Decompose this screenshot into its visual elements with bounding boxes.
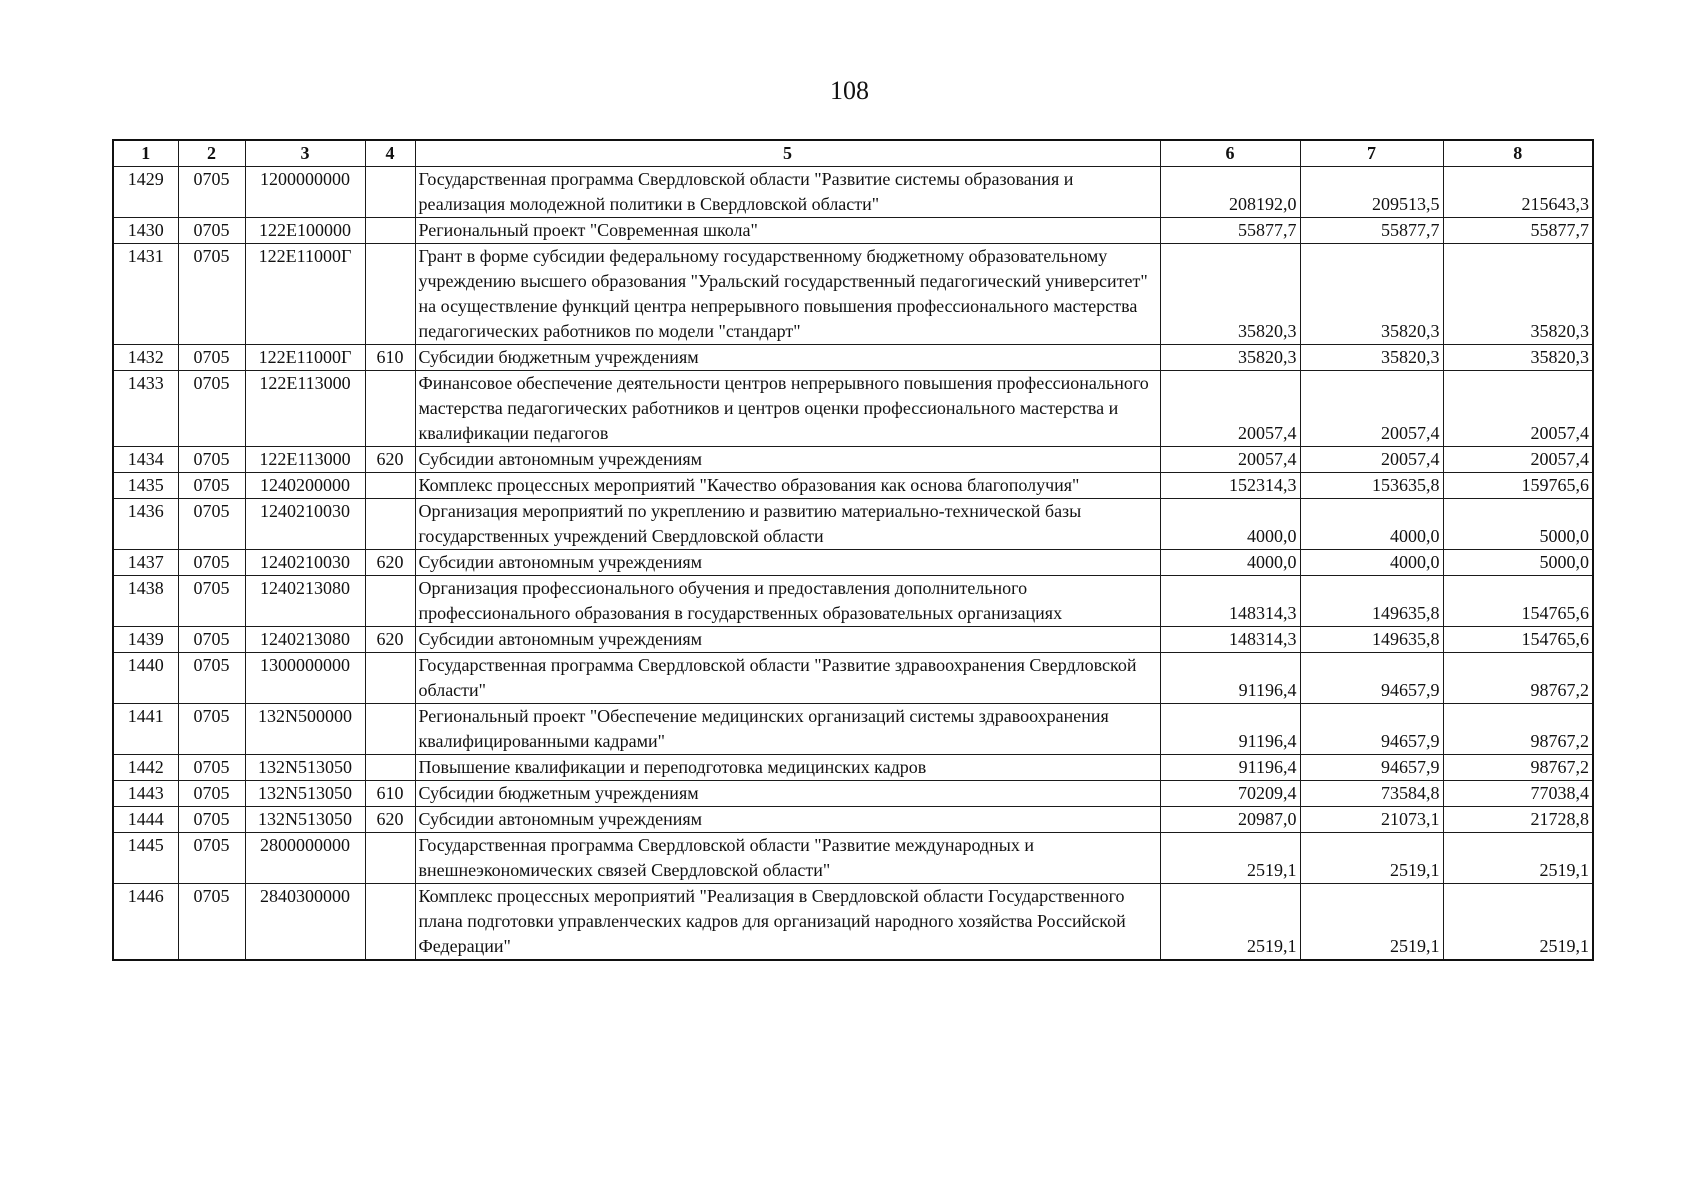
table-row (113, 473, 1593, 499)
row-number: 1443 (113, 781, 178, 807)
target-article-code: 122E113000 (245, 371, 365, 447)
amount-col-6: 91196,4 (1160, 755, 1300, 781)
row-number: 1434 (113, 447, 178, 473)
table-row (113, 167, 1593, 218)
amount-col-6: 4000,0 (1160, 499, 1300, 550)
amount-col-7: 35820,3 (1300, 244, 1443, 345)
target-article-code: 122E113000 (245, 447, 365, 473)
section-code: 0705 (178, 781, 245, 807)
amount-col-7: 73584,8 (1300, 781, 1443, 807)
header-col-3: 3 (245, 140, 365, 167)
item-name: Субсидии автономным учреждениям (415, 627, 1160, 653)
table-row (113, 755, 1593, 781)
section-code: 0705 (178, 167, 245, 218)
row-number: 1445 (113, 833, 178, 884)
target-article-code: 1240200000 (245, 473, 365, 499)
expense-type-code (365, 576, 415, 627)
amount-col-7: 4000,0 (1300, 550, 1443, 576)
amount-col-8: 154765,6 (1443, 576, 1593, 627)
target-article-code: 122E100000 (245, 218, 365, 244)
item-name: Субсидии бюджетным учреждениям (415, 781, 1160, 807)
item-name: Комплекс процессных мероприятий "Качество образования как основа благополучия" (415, 473, 1160, 499)
table-row (113, 371, 1593, 447)
amount-col-6: 2519,1 (1160, 884, 1300, 961)
expense-type-code (365, 884, 415, 961)
section-code: 0705 (178, 884, 245, 961)
header-col-2: 2 (178, 140, 245, 167)
expense-type-code: 620 (365, 807, 415, 833)
amount-col-8: 98767,2 (1443, 653, 1593, 704)
table-row (113, 499, 1593, 550)
target-article-code: 132N513050 (245, 755, 365, 781)
row-number: 1446 (113, 884, 178, 961)
section-code: 0705 (178, 345, 245, 371)
header-row (113, 140, 1593, 167)
table-row (113, 447, 1593, 473)
expense-type-code (365, 653, 415, 704)
row-number: 1433 (113, 371, 178, 447)
item-name: Субсидии автономным учреждениям (415, 807, 1160, 833)
target-article-code: 122E11000Г (245, 345, 365, 371)
amount-col-8: 55877,7 (1443, 218, 1593, 244)
row-number: 1439 (113, 627, 178, 653)
amount-col-8: 20057,4 (1443, 447, 1593, 473)
row-number: 1432 (113, 345, 178, 371)
amount-col-8: 154765,6 (1443, 627, 1593, 653)
item-name: Грант в форме субсидии федеральному государственному бюджетному образовательному учреждению высшего образования "Уральский государственный педагогический университет" на осуществление функций центра непрерывного повышения профессионального мастерства педагогических работников по модели "стандарт" (415, 244, 1160, 345)
amount-col-6: 70209,4 (1160, 781, 1300, 807)
amount-col-6: 148314,3 (1160, 576, 1300, 627)
amount-col-7: 209513,5 (1300, 167, 1443, 218)
expense-type-code: 620 (365, 550, 415, 576)
item-name: Повышение квалификации и переподготовка медицинских кадров (415, 755, 1160, 781)
table-row (113, 345, 1593, 371)
target-article-code: 2840300000 (245, 884, 365, 961)
expense-type-code (365, 473, 415, 499)
row-number: 1429 (113, 167, 178, 218)
section-code: 0705 (178, 807, 245, 833)
amount-col-8: 98767,2 (1443, 755, 1593, 781)
section-code: 0705 (178, 473, 245, 499)
amount-col-8: 77038,4 (1443, 781, 1593, 807)
target-article-code: 1200000000 (245, 167, 365, 218)
expense-type-code: 620 (365, 627, 415, 653)
amount-col-8: 20057,4 (1443, 371, 1593, 447)
header-col-8: 8 (1443, 140, 1593, 167)
table-row (113, 781, 1593, 807)
amount-col-7: 55877,7 (1300, 218, 1443, 244)
section-code: 0705 (178, 653, 245, 704)
section-code: 0705 (178, 704, 245, 755)
target-article-code: 1240210030 (245, 550, 365, 576)
item-name: Финансовое обеспечение деятельности центров непрерывного повышения профессионального мастерства педагогических работников и центров оценки профессионального мастерства и квалификации педагогов (415, 371, 1160, 447)
amount-col-6: 148314,3 (1160, 627, 1300, 653)
table-row (113, 653, 1593, 704)
item-name: Государственная программа Свердловской области "Развитие международных и внешнеэкономических связей Свердловской области" (415, 833, 1160, 884)
item-name: Региональный проект "Современная школа" (415, 218, 1160, 244)
table-body (113, 167, 1593, 961)
amount-col-8: 2519,1 (1443, 884, 1593, 961)
expense-type-code (365, 499, 415, 550)
amount-col-6: 20057,4 (1160, 371, 1300, 447)
table-row (113, 550, 1593, 576)
table-row (113, 884, 1593, 961)
amount-col-6: 2519,1 (1160, 833, 1300, 884)
table-row (113, 218, 1593, 244)
amount-col-6: 4000,0 (1160, 550, 1300, 576)
amount-col-7: 20057,4 (1300, 371, 1443, 447)
amount-col-6: 35820,3 (1160, 244, 1300, 345)
section-code: 0705 (178, 371, 245, 447)
target-article-code: 2800000000 (245, 833, 365, 884)
expense-type-code (365, 704, 415, 755)
amount-col-8: 35820,3 (1443, 244, 1593, 345)
amount-col-7: 94657,9 (1300, 653, 1443, 704)
target-article-code: 1240213080 (245, 576, 365, 627)
section-code: 0705 (178, 499, 245, 550)
expense-type-code: 610 (365, 781, 415, 807)
row-number: 1444 (113, 807, 178, 833)
amount-col-8: 215643,3 (1443, 167, 1593, 218)
target-article-code: 132N513050 (245, 807, 365, 833)
section-code: 0705 (178, 627, 245, 653)
amount-col-7: 2519,1 (1300, 833, 1443, 884)
amount-col-8: 2519,1 (1443, 833, 1593, 884)
amount-col-7: 20057,4 (1300, 447, 1443, 473)
amount-col-8: 21728,8 (1443, 807, 1593, 833)
amount-col-7: 2519,1 (1300, 884, 1443, 961)
expense-type-code (365, 833, 415, 884)
header-col-7: 7 (1300, 140, 1443, 167)
header-col-4: 4 (365, 140, 415, 167)
row-number: 1437 (113, 550, 178, 576)
section-code: 0705 (178, 550, 245, 576)
amount-col-7: 149635,8 (1300, 627, 1443, 653)
row-number: 1430 (113, 218, 178, 244)
target-article-code: 132N513050 (245, 781, 365, 807)
item-name: Субсидии бюджетным учреждениям (415, 345, 1160, 371)
table-row (113, 244, 1593, 345)
amount-col-7: 94657,9 (1300, 704, 1443, 755)
amount-col-7: 4000,0 (1300, 499, 1443, 550)
expense-type-code (365, 244, 415, 345)
table-row (113, 807, 1593, 833)
amount-col-6: 208192,0 (1160, 167, 1300, 218)
target-article-code: 1300000000 (245, 653, 365, 704)
amount-col-6: 152314,3 (1160, 473, 1300, 499)
amount-col-8: 5000,0 (1443, 550, 1593, 576)
section-code: 0705 (178, 576, 245, 627)
amount-col-7: 21073,1 (1300, 807, 1443, 833)
row-number: 1431 (113, 244, 178, 345)
expense-type-code: 620 (365, 447, 415, 473)
amount-col-7: 153635,8 (1300, 473, 1443, 499)
section-code: 0705 (178, 218, 245, 244)
amount-col-8: 5000,0 (1443, 499, 1593, 550)
row-number: 1435 (113, 473, 178, 499)
amount-col-6: 20057,4 (1160, 447, 1300, 473)
expense-type-code: 610 (365, 345, 415, 371)
amount-col-8: 35820,3 (1443, 345, 1593, 371)
amount-col-8: 98767,2 (1443, 704, 1593, 755)
target-article-code: 1240213080 (245, 627, 365, 653)
section-code: 0705 (178, 755, 245, 781)
amount-col-7: 94657,9 (1300, 755, 1443, 781)
header-col-5: 5 (415, 140, 1160, 167)
item-name: Региональный проект "Обеспечение медицинских организаций системы здравоохранения квалифицированными кадрами" (415, 704, 1160, 755)
expense-type-code (365, 167, 415, 218)
table-row (113, 704, 1593, 755)
amount-col-7: 149635,8 (1300, 576, 1443, 627)
amount-col-8: 159765,6 (1443, 473, 1593, 499)
row-number: 1442 (113, 755, 178, 781)
target-article-code: 1240210030 (245, 499, 365, 550)
target-article-code: 132N500000 (245, 704, 365, 755)
item-name: Государственная программа Свердловской области "Развитие системы образования и реализация молодежной политики в Свердловской области" (415, 167, 1160, 218)
table-row (113, 627, 1593, 653)
expense-type-code (365, 755, 415, 781)
section-code: 0705 (178, 833, 245, 884)
row-number: 1441 (113, 704, 178, 755)
expense-type-code (365, 371, 415, 447)
item-name: Субсидии автономным учреждениям (415, 550, 1160, 576)
table-row (113, 576, 1593, 627)
item-name: Государственная программа Свердловской области "Развитие здравоохранения Свердловской области" (415, 653, 1160, 704)
amount-col-6: 91196,4 (1160, 704, 1300, 755)
page-number: 108 (830, 76, 869, 105)
expense-type-code (365, 218, 415, 244)
item-name: Организация мероприятий по укреплению и развитию материально-технической базы государственных учреждений Свердловской области (415, 499, 1160, 550)
amount-col-6: 35820,3 (1160, 345, 1300, 371)
row-number: 1438 (113, 576, 178, 627)
table-row (113, 833, 1593, 884)
section-code: 0705 (178, 244, 245, 345)
item-name: Организация профессионального обучения и предоставления дополнительного профессионального образования в государственных образовательных организациях (415, 576, 1160, 627)
amount-col-7: 35820,3 (1300, 345, 1443, 371)
item-name: Субсидии автономным учреждениям (415, 447, 1160, 473)
section-code: 0705 (178, 447, 245, 473)
row-number: 1436 (113, 499, 178, 550)
amount-col-6: 91196,4 (1160, 653, 1300, 704)
item-name: Комплекс процессных мероприятий "Реализация в Свердловской области Государственного плана подготовки управленческих кадров для организаций народного хозяйства Российской Федерации" (415, 884, 1160, 961)
header-col-6: 6 (1160, 140, 1300, 167)
row-number: 1440 (113, 653, 178, 704)
amount-col-6: 20987,0 (1160, 807, 1300, 833)
target-article-code: 122E11000Г (245, 244, 365, 345)
amount-col-6: 55877,7 (1160, 218, 1300, 244)
budget-table (112, 139, 1594, 961)
header-col-1: 1 (113, 140, 178, 167)
